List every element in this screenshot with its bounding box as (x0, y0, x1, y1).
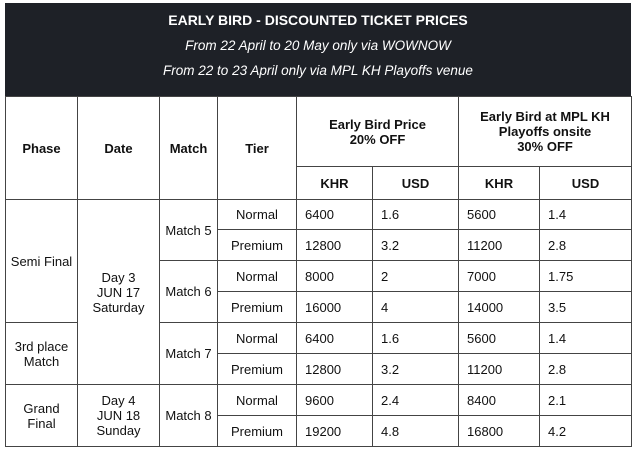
onsite-khr-header: KHR (459, 167, 540, 200)
match-6: Match 6 (160, 261, 218, 323)
date-day4-date: JUN 18 (96, 408, 141, 423)
header-row (6, 97, 632, 167)
onsite-khr-cell: 8400 (459, 385, 540, 416)
tier-cell: Premium (218, 292, 297, 323)
onsite-khr-cell: 7000 (459, 261, 540, 292)
price-table (5, 96, 632, 447)
onsite-usd-cell: 2.8 (540, 230, 632, 261)
date-day4-day: Day 4 (101, 393, 136, 408)
onsite-discount: 30% OFF (517, 139, 573, 154)
onsite-khr-cell: 5600 (459, 323, 540, 354)
eb-usd-cell: 3.2 (373, 230, 459, 261)
onsite-label-l2: Playoffs onsite (498, 124, 592, 139)
onsite-khr-cell: 5600 (459, 200, 540, 230)
match-8: Match 8 (160, 385, 218, 447)
tier-cell: Normal (218, 200, 297, 230)
eb-khr-cell: 16000 (297, 292, 373, 323)
eb-usd-header: USD (373, 167, 459, 200)
tier-cell: Normal (218, 323, 297, 354)
eb-usd-cell: 3.2 (373, 354, 459, 385)
onsite-usd-cell: 1.75 (540, 261, 632, 292)
eb-khr-header: KHR (297, 167, 373, 200)
onsite-usd-cell: 4.2 (540, 416, 632, 447)
phase-semi-final: Semi Final (6, 200, 78, 323)
phase-grand-final-l1: Grand (23, 400, 60, 416)
onsite-usd-cell: 1.4 (540, 200, 632, 230)
banner-online-note: From 22 April to 20 May only via WOWNOW (185, 38, 451, 53)
onsite-khr-cell: 16800 (459, 416, 540, 447)
date-day3-day: Day 3 (101, 269, 136, 285)
eb-khr-cell: 6400 (297, 200, 373, 230)
phase-third-place (6, 323, 78, 385)
table-row (6, 385, 632, 416)
eb-khr-cell: 6400 (297, 323, 373, 354)
banner-venue-note: From 22 to 23 April only via MPL KH Playoffs venue (163, 63, 473, 78)
header-match: Match (160, 97, 218, 200)
onsite-usd-cell: 3.5 (540, 292, 632, 323)
onsite-usd-cell: 2.1 (540, 385, 632, 416)
date-day3-date: JUN 17 (96, 284, 141, 300)
eb-khr-cell: 9600 (297, 385, 373, 416)
date-day3 (78, 200, 160, 385)
eb-usd-cell: 2 (373, 261, 459, 292)
phase-third-place-l1: 3rd place (14, 338, 69, 354)
tier-cell: Premium (218, 416, 297, 447)
onsite-khr-cell: 11200 (459, 354, 540, 385)
match-7: Match 7 (160, 323, 218, 385)
date-day3-weekday: Saturday (92, 299, 145, 315)
match-5: Match 5 (160, 200, 218, 261)
onsite-usd-cell: 2.8 (540, 354, 632, 385)
early-bird-discount: 20% OFF (349, 131, 406, 147)
tier-cell: Premium (218, 230, 297, 261)
eb-usd-cell: 1.6 (373, 200, 459, 230)
onsite-khr-cell: 11200 (459, 230, 540, 261)
onsite-khr-cell: 14000 (459, 292, 540, 323)
header-phase: Phase (6, 97, 78, 200)
onsite-usd-header: USD (540, 167, 632, 200)
header-early-bird (297, 97, 459, 167)
banner-title: EARLY BIRD - DISCOUNTED TICKET PRICES (168, 12, 468, 28)
header-tier: Tier (218, 97, 297, 200)
eb-khr-cell: 19200 (297, 416, 373, 447)
phase-third-place-l2: Match (23, 353, 60, 369)
eb-khr-cell: 8000 (297, 261, 373, 292)
date-day4 (78, 385, 160, 447)
eb-usd-cell: 2.4 (373, 385, 459, 416)
tier-cell: Normal (218, 261, 297, 292)
eb-khr-cell: 12800 (297, 230, 373, 261)
tier-cell: Normal (218, 385, 297, 416)
eb-usd-cell: 4.8 (373, 416, 459, 447)
table-row (6, 200, 632, 230)
eb-usd-cell: 1.6 (373, 323, 459, 354)
onsite-usd-cell: 1.4 (540, 323, 632, 354)
early-bird-label: Early Bird Price (329, 116, 426, 132)
onsite-label-l1: Early Bird at MPL KH (480, 109, 610, 124)
price-sheet (5, 3, 631, 447)
eb-khr-cell: 12800 (297, 354, 373, 385)
header-onsite (459, 97, 632, 167)
tier-cell: Premium (218, 354, 297, 385)
date-day4-weekday: Sunday (96, 423, 141, 438)
header-date: Date (78, 97, 160, 200)
phase-grand-final-l2: Final (27, 415, 56, 431)
banner (5, 3, 631, 96)
phase-grand-final (6, 385, 78, 447)
eb-usd-cell: 4 (373, 292, 459, 323)
